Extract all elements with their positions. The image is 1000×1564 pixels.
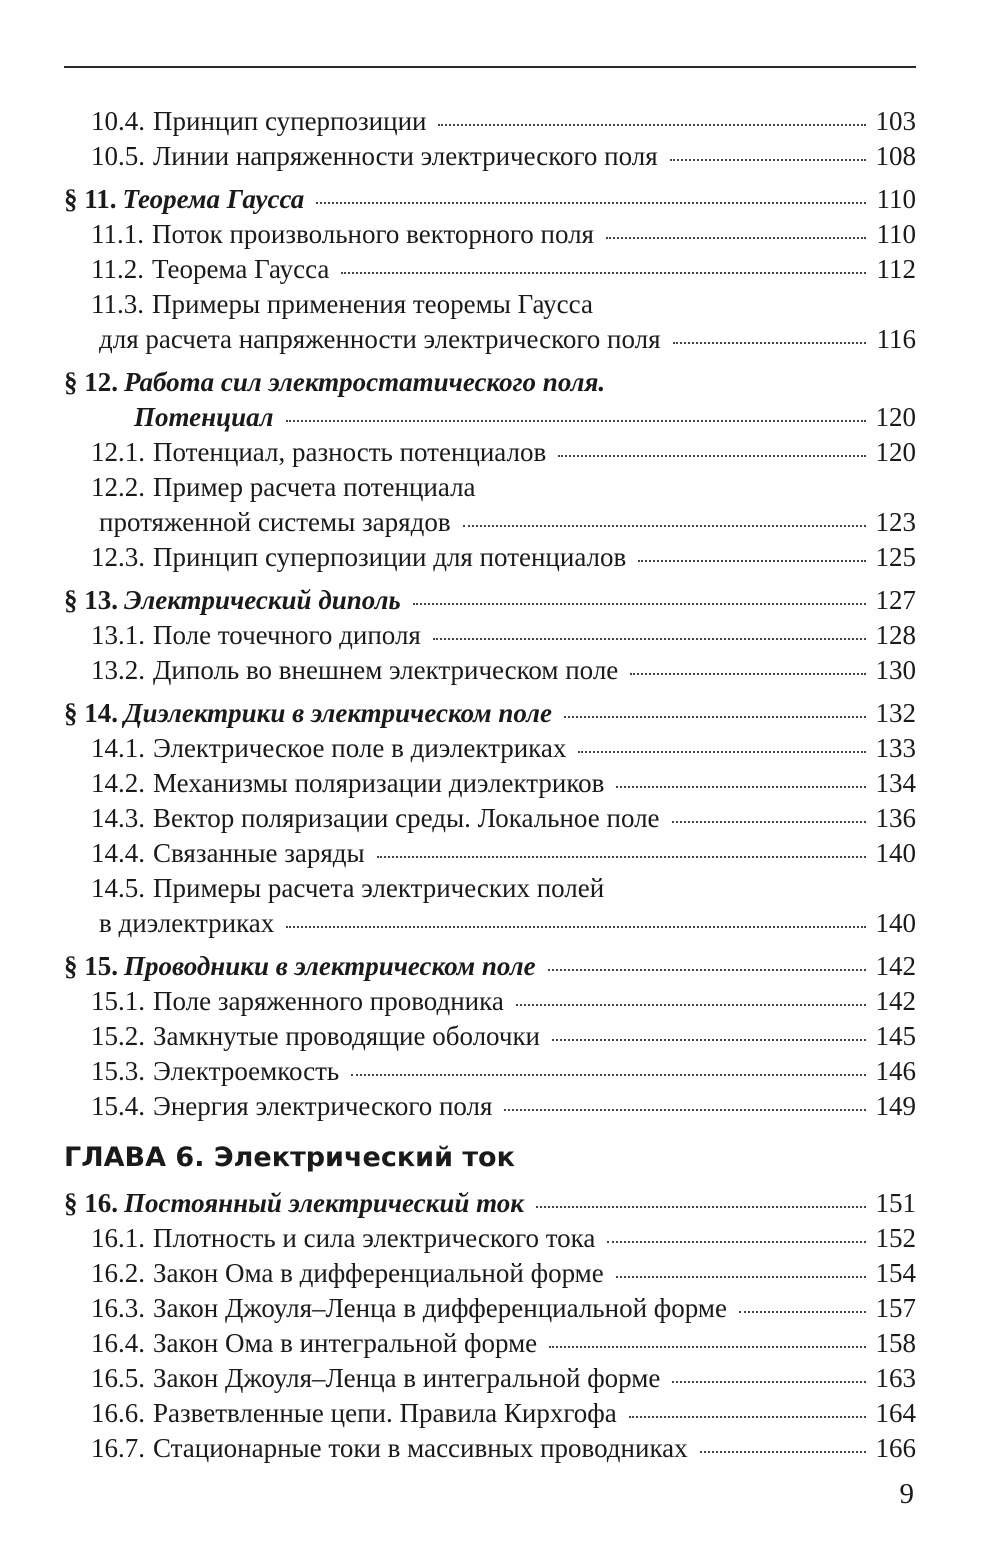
dot-leader (616, 785, 866, 788)
entry-title: Поток произвольного векторного поля (152, 219, 594, 249)
dot-leader (548, 968, 866, 971)
entry-page-number: 110 (876, 184, 916, 214)
entry-page-number: 157 (875, 1293, 916, 1323)
dot-leader (433, 637, 866, 640)
entry-number: 15.1. (91, 986, 145, 1016)
dot-leader (739, 1310, 866, 1313)
entry-number: § 16. (64, 1188, 118, 1218)
entry-title: Диполь во внешнем электрическом поле (153, 655, 619, 685)
dot-leader (630, 672, 866, 675)
entry-page-number: 140 (875, 908, 916, 938)
entry-title-continuation: в диэлектриках (99, 908, 275, 938)
toc-subsection-entry[interactable] (64, 1019, 916, 1054)
entry-number: 11.1. (91, 219, 144, 249)
entry-page-number: 108 (875, 141, 916, 171)
dot-leader (286, 419, 866, 422)
toc-subsection-entry[interactable] (64, 1256, 916, 1291)
entry-page-number: 112 (876, 254, 916, 284)
entry-number: 16.6. (91, 1398, 145, 1428)
toc-section-entry[interactable] (64, 949, 916, 984)
entry-number: 14.5. (91, 873, 145, 903)
entry-title: Теорема Гаусса (122, 184, 305, 214)
dot-leader (536, 1205, 866, 1208)
entry-page-number: 158 (875, 1328, 916, 1358)
entry-number: 13.2. (91, 655, 145, 685)
toc-subsection-entry[interactable] (64, 540, 916, 575)
dot-leader (564, 715, 866, 718)
toc-subsection-entry[interactable] (64, 1089, 916, 1124)
dot-leader (351, 1073, 866, 1076)
toc-subsection-entry[interactable] (64, 1361, 916, 1396)
toc-subsection-entry[interactable] (64, 252, 916, 287)
toc-section-entry[interactable] (64, 1186, 916, 1221)
dot-leader (558, 454, 866, 457)
entry-page-number: 136 (875, 803, 916, 833)
entry-page-number: 149 (875, 1091, 916, 1121)
toc-subsection-entry[interactable] (64, 1326, 916, 1361)
dot-leader (616, 1275, 866, 1278)
chapter-heading: ГЛАВА 6. Электрический ток (64, 1142, 515, 1173)
entry-number: 16.5. (91, 1363, 145, 1393)
header-rule (64, 66, 916, 68)
entry-page-number: 164 (875, 1398, 916, 1428)
entry-page-number: 133 (875, 733, 916, 763)
entry-number: 16.4. (91, 1328, 145, 1358)
entry-title: Примеры применения теоремы Гаусса (152, 289, 593, 319)
entry-page-number: 132 (875, 698, 916, 728)
entry-number: 14.2. (91, 768, 145, 798)
dot-leader (672, 1380, 866, 1383)
entry-page-number: 123 (875, 507, 916, 537)
entry-title: Закон Ома в дифференциальной форме (153, 1258, 604, 1288)
entry-title-continuation-line[interactable] (64, 322, 916, 357)
entry-page-number: 130 (875, 655, 916, 685)
entry-number: § 11. (64, 184, 117, 214)
entry-number: 13.1. (91, 620, 145, 650)
entry-title: Разветвленные цепи. Правила Кирхгофа (153, 1398, 617, 1428)
entry-page-number: 128 (875, 620, 916, 650)
entry-number: 14.4. (91, 838, 145, 868)
toc-subsection-entry[interactable] (64, 435, 916, 470)
entry-page-number: 142 (875, 986, 916, 1016)
entry-title: Электроемкость (153, 1056, 340, 1086)
entry-number: § 12. (64, 367, 118, 397)
entry-number: 12.3. (91, 542, 145, 572)
toc-section-entry[interactable] (64, 583, 916, 618)
entry-page-number: 125 (875, 542, 916, 572)
entry-title: Потенциал, разность потенциалов (153, 437, 547, 467)
entry-title: Энергия электрического поля (153, 1091, 493, 1121)
toc-subsection-entry[interactable] (64, 984, 916, 1019)
dot-leader (607, 1240, 866, 1243)
dot-leader (286, 925, 866, 928)
toc-subsection-entry[interactable] (64, 1291, 916, 1326)
toc-subsection-entry[interactable] (64, 871, 916, 906)
entry-title: Поле точечного диполя (153, 620, 421, 650)
dot-leader (606, 236, 866, 239)
entry-title: Постоянный электрический ток (124, 1188, 524, 1218)
entry-number: § 14. (64, 698, 118, 728)
entry-title: Вектор поляризации среды. Локальное поле (153, 803, 660, 833)
entry-title: Пример расчета потенциала (153, 472, 476, 502)
entry-title: Принцип суперпозиции для потенциалов (153, 542, 627, 572)
toc-subsection-entry[interactable] (64, 1396, 916, 1431)
toc-subsection-entry[interactable] (64, 836, 916, 871)
entry-page-number: 163 (875, 1363, 916, 1393)
entry-page-number: 103 (875, 106, 916, 136)
entry-number: 16.2. (91, 1258, 145, 1288)
entry-page-number: 120 (875, 402, 916, 432)
entry-page-number: 146 (875, 1056, 916, 1086)
toc-subsection-entry[interactable] (64, 1431, 916, 1466)
dot-leader (552, 1038, 866, 1041)
entry-number: § 13. (64, 585, 118, 615)
entry-title: Электрический диполь (124, 585, 401, 615)
table-of-contents (64, 104, 916, 1466)
entry-page-number: 127 (875, 585, 916, 615)
dot-leader (316, 201, 866, 204)
entry-title: Закон Джоуля–Ленца в дифференциальной форме (153, 1293, 727, 1323)
dot-leader (638, 559, 866, 562)
entry-number: 16.7. (91, 1433, 145, 1463)
toc-subsection-entry[interactable] (64, 801, 916, 836)
entry-number: 16.1. (91, 1223, 145, 1253)
entry-number: 10.5. (91, 141, 145, 171)
entry-title-continuation: протяженной системы зарядов (99, 507, 451, 537)
entry-title: Электрическое поле в диэлектриках (153, 733, 567, 763)
dot-leader (549, 1345, 866, 1348)
entry-title-continuation-line[interactable] (64, 400, 916, 435)
dot-leader (578, 750, 866, 753)
toc-subsection-entry[interactable] (64, 618, 916, 653)
entry-page-number: 134 (875, 768, 916, 798)
entry-number: 15.3. (91, 1056, 145, 1086)
entry-number: 12.1. (91, 437, 145, 467)
entry-page-number: 110 (876, 219, 916, 249)
toc-subsection-entry[interactable] (64, 470, 916, 505)
toc-subsection-entry[interactable] (64, 1054, 916, 1089)
entry-number: 15.2. (91, 1021, 145, 1051)
toc-section-entry[interactable] (64, 365, 916, 400)
toc-subsection-entry[interactable] (64, 1221, 916, 1256)
entry-page-number: 120 (875, 437, 916, 467)
entry-title-continuation: Потенциал (134, 402, 274, 432)
entry-title: Закон Ома в интегральной форме (153, 1328, 538, 1358)
dot-leader (463, 524, 866, 527)
page-number: 9 (899, 1478, 914, 1510)
entry-page-number: 140 (875, 838, 916, 868)
toc-subsection-entry[interactable] (64, 139, 916, 174)
entry-number: 12.2. (91, 472, 145, 502)
toc-subsection-entry[interactable] (64, 217, 916, 252)
entry-page-number: 142 (875, 951, 916, 981)
dot-leader (672, 820, 866, 823)
dot-leader (629, 1415, 866, 1418)
entry-title: Плотность и сила электрического тока (153, 1223, 596, 1253)
entry-title: Линии напряженности электрического поля (153, 141, 658, 171)
entry-title: Стационарные токи в массивных проводниках (153, 1433, 688, 1463)
dot-leader (413, 602, 866, 605)
entry-page-number: 154 (875, 1258, 916, 1288)
entry-number: 14.1. (91, 733, 145, 763)
entry-title: Диэлектрики в электрическом поле (124, 698, 553, 728)
entry-title: Замкнутые проводящие оболочки (153, 1021, 541, 1051)
entry-number: 11.2. (91, 254, 144, 284)
entry-title: Связанные заряды (153, 838, 365, 868)
dot-leader (670, 158, 866, 161)
entry-title-continuation-line[interactable] (64, 505, 916, 540)
entry-number: 11.3. (91, 289, 144, 319)
toc-subsection-entry[interactable] (64, 287, 916, 322)
entry-page-number: 145 (875, 1021, 916, 1051)
entry-page-number: 152 (875, 1223, 916, 1253)
dot-leader (438, 123, 866, 126)
entry-title: Поле заряженного проводника (153, 986, 504, 1016)
entry-number: 15.4. (91, 1091, 145, 1121)
toc-subsection-entry[interactable] (64, 766, 916, 801)
entry-title: Примеры расчета электрических полей (153, 873, 605, 903)
entry-title: Теорема Гаусса (152, 254, 330, 284)
entry-title-continuation-line[interactable] (64, 906, 916, 941)
entry-page-number: 151 (875, 1188, 916, 1218)
toc-subsection-entry[interactable] (64, 653, 916, 688)
dot-leader (341, 271, 866, 274)
dot-leader (377, 855, 866, 858)
entry-number: 14.3. (91, 803, 145, 833)
dot-leader (673, 341, 866, 344)
toc-subsection-entry[interactable] (64, 731, 916, 766)
entry-title: Закон Джоуля–Ленца в интегральной форме (153, 1363, 661, 1393)
entry-number: 10.4. (91, 106, 145, 136)
toc-section-entry[interactable] (64, 182, 916, 217)
dot-leader (516, 1003, 866, 1006)
entry-title: Работа сил электростатического поля. (124, 367, 606, 397)
dot-leader (700, 1450, 866, 1453)
entry-title: Проводники в электрическом поле (124, 951, 536, 981)
toc-section-entry[interactable] (64, 696, 916, 731)
entry-title: Принцип суперпозиции (153, 106, 427, 136)
entry-page-number: 166 (875, 1433, 916, 1463)
entry-page-number: 116 (876, 324, 916, 354)
entry-title-continuation: для расчета напряженности электрического поля (99, 324, 661, 354)
toc-subsection-entry[interactable] (64, 104, 916, 139)
entry-number: § 15. (64, 951, 118, 981)
dot-leader (504, 1108, 866, 1111)
entry-title: Механизмы поляризации диэлектриков (153, 768, 605, 798)
entry-number: 16.3. (91, 1293, 145, 1323)
